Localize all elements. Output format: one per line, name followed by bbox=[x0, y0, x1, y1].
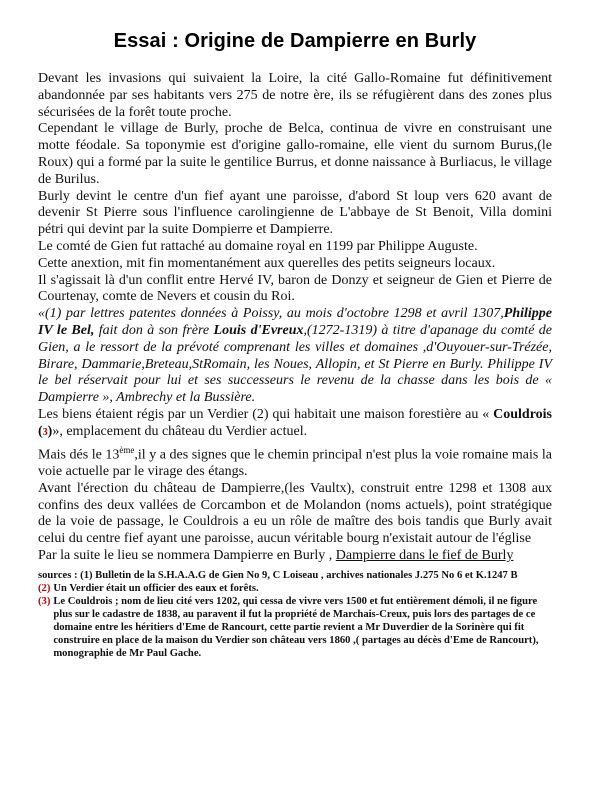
paragraph-fief: Burly devint le centre d'un fief ayant une paroisse, d'abord St loup vers 620 avant de devenir St Pierre sous l'influence carolingienne de L'abbaye de St Benoit, Villa domini pétri qui devint par la suite Dompierre et Dampierre. bbox=[38, 188, 552, 238]
conclusion-underlined: Dampierre dans le fief de Burly bbox=[335, 547, 514, 563]
quote-part3: ,(1272-1319) à titre d'apanage du comté de Gien, a le ressort de la prévoté comprenant les villes et domaines ,d'Ouyouer-sur-Trézée, Birare, Dammarie,Breteau,StRomain, les Noues, Allopin, et St Pierre en Burly. Philippe IV le bel réservait pour lui et ses successeurs le revenu de la chasse dans les bois de « Dampierre », Ambrechy et la Bussière. bbox=[38, 322, 553, 406]
note-2 bbox=[38, 582, 552, 595]
sources-block bbox=[38, 569, 552, 660]
paragraph-chateau: Avant l'érection du château de Dampierre,(les Vaultx), construit entre 1298 et 1308 aux confins des deux vallées de Corcambon et de Molandon (noms actuels), point stratégique de la voie de passage, le Couldrois a eu un rôle de maître des bois tandis que Burly avait celui du centre fief ayant une paroisse, aucun véritable bourg n'existait autour de l'église bbox=[38, 480, 552, 547]
paragraph-burly-village: Cependant le village de Burly, proche de Belca, continua de vivre en construisant une motte féodale. Sa toponymie est d'origine gallo-romaine, elle vient du surnom Burus,(le Roux) qui a formé par la suite le gentilice Burrus, et donne naissance à Burliacus, le village de Burilus. bbox=[38, 121, 552, 187]
note-3-text: Le Couldrois ; nom de lieu cité vers 1202, qui cessa de vivre vers 1500 et fut entièrement démoli, il ne figure plus sur le cadastre de 1838, au paravent il fut la propriété de Marchais-Creux, puis lors des partages de ce domaine entre les héritiers d'Eme de Rancourt, cette partie revient a Mr Duverdier de la Sorinère qui fit construire en place de la maison du Verdier son château vers 1860 ,( partages au décès d'Eme de Rancourt), monographie de Mr Paul Gache. bbox=[53, 595, 539, 659]
note-3-number: (3) bbox=[38, 595, 51, 607]
conclusion-part1: Par la suite le lieu se nommera Dampierre en Burly , bbox=[38, 547, 336, 563]
quote-part2: fait don à son frère bbox=[94, 322, 214, 338]
essay-body bbox=[38, 71, 552, 565]
note-3-marker-icon: 3 bbox=[42, 426, 48, 438]
quote-brother: Louis d'Evreux bbox=[213, 322, 304, 338]
quote-lettres-patentes bbox=[38, 306, 552, 407]
paragraph-comte-gien: Le comté de Gien fut rattaché au domaine royal en 1199 par Philippe Auguste. bbox=[38, 238, 478, 254]
chemin-part1: Mais dés le 13 bbox=[38, 447, 120, 463]
paragraph-invasions: Devant les invasions qui suivaient la Loire, la cité Gallo-Romaine fut définitivement abandonnée par ses habitants vers 275 de notre ère, ils se réfugièrent dans des zones plus sécurisées de la forêt toute proche. bbox=[38, 71, 552, 120]
verdier-part1: Les biens étaient régis par un Verdier (2) qui habitait une maison forestière au « bbox=[38, 406, 490, 422]
note-3 bbox=[38, 595, 552, 660]
chemin-superscript: ème bbox=[119, 444, 135, 455]
chemin-part2: ,il y a des signes que le chemin principal n'est plus la voie romaine mais la voie actuelle par le virage des étangs. bbox=[38, 447, 552, 479]
couldrois-close: ) bbox=[47, 423, 53, 439]
paragraph-verdier bbox=[38, 407, 552, 442]
note-2-text: Un Verdier était un officier des eaux et forêts. bbox=[53, 582, 259, 594]
page-title: Essai : Origine de Dampierre en Burly bbox=[113, 30, 477, 52]
sources-line: sources : (1) Bulletin de la S.H.A.A.G de Gien No 9, C Loiseau , archives nationales J.275 No 6 et K.1247 B bbox=[38, 569, 518, 581]
quote-king: Philippe IV le Bel, bbox=[38, 306, 552, 338]
verdier-part2: », emplacement du château du Verdier actuel. bbox=[52, 423, 308, 439]
paragraph-chemin bbox=[38, 442, 552, 481]
couldrois-name: Couldrois ( bbox=[38, 406, 552, 439]
paragraph-anextion: Cette anextion, mit fin momentanément aux querelles des petits seigneurs locaux. bbox=[38, 255, 496, 271]
paragraph-conflit: Il s'agissait là d'un conflit entre Hervé IV, baron de Donzy et seigneur de Gien et Pierre de Courtenay, comte de Nevers et cousin du Roi. bbox=[38, 272, 552, 305]
note-2-number: (2) bbox=[38, 582, 51, 594]
paragraph-conclusion bbox=[38, 548, 552, 565]
quote-part1: «(1) par lettres patentes données à Poissy, au mois d'octobre 1298 et avril 1307, bbox=[38, 306, 504, 322]
